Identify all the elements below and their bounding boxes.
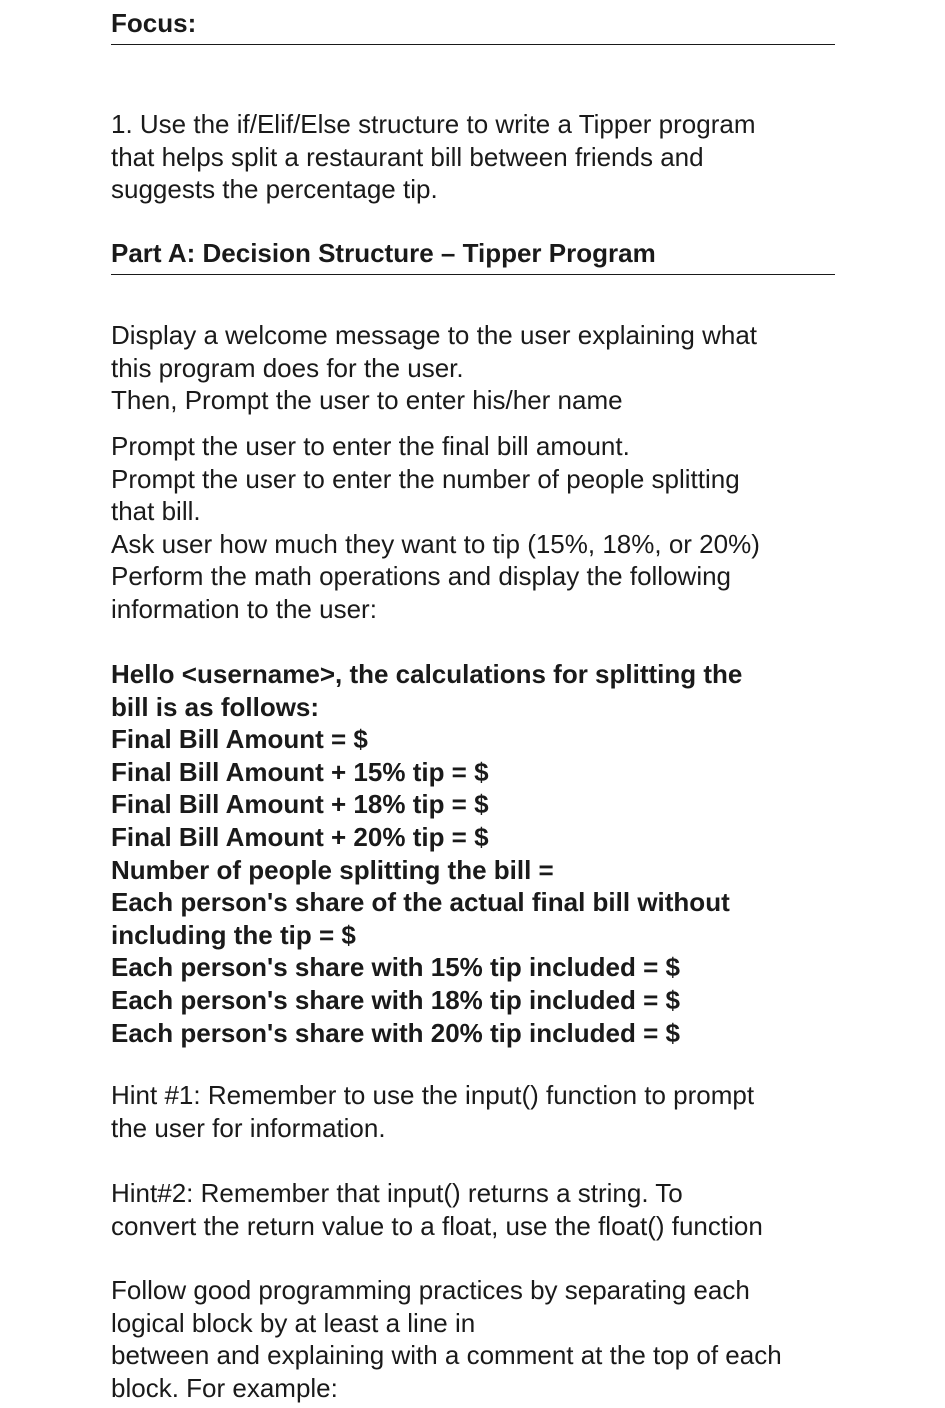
- hint-1: [111, 1079, 754, 1144]
- hint-line: Hint#2: Remember that input() returns a string. To: [111, 1178, 683, 1208]
- instruction-line: that bill.: [111, 496, 201, 527]
- output-line: Final Bill Amount = $: [111, 724, 368, 755]
- output-line: Final Bill Amount + 15% tip = $: [111, 756, 489, 787]
- instruction-line: Perform the math operations and display the following: [111, 561, 732, 592]
- instruction-line: Ask user how much they want to tip (15%, 18%, or 20%): [111, 528, 760, 559]
- instruction-line: Display a welcome message to the user explaining what: [111, 320, 758, 350]
- part-a-heading: Part A: Decision Structure – Tipper Program: [111, 238, 835, 275]
- instruction-line: Prompt the user to enter the number of people splitting: [111, 463, 740, 494]
- output-line: Each person's share with 15% tip included = $: [111, 952, 680, 983]
- note-line: between and explaining with a comment at the top of each: [111, 1340, 782, 1371]
- best-practices-note: [111, 1274, 782, 1404]
- note-line: logical block by at least a line in: [111, 1307, 476, 1338]
- output-line: Each person's share of the actual final bill without: [111, 887, 730, 918]
- instruction-line: Prompt the user to enter the final bill amount.: [111, 431, 630, 461]
- output-line: Number of people splitting the bill =: [111, 854, 554, 885]
- hint-line: the user for information.: [111, 1112, 386, 1143]
- hint-line: convert the return value to a float, use the float() function: [111, 1210, 763, 1241]
- instruction-line: Then, Prompt the user to enter his/her name: [111, 385, 623, 416]
- instruction-line: information to the user:: [111, 593, 377, 624]
- prompt-instructions: [111, 430, 760, 626]
- welcome-instructions: [111, 319, 757, 417]
- output-line: Final Bill Amount + 18% tip = $: [111, 789, 489, 820]
- output-line: bill is as follows:: [111, 691, 320, 722]
- note-line: block. For example:: [111, 1372, 338, 1403]
- part-a-section: [111, 238, 835, 275]
- output-line: Each person's share with 18% tip included = $: [111, 984, 680, 1015]
- intro-line: suggests the percentage tip.: [111, 174, 438, 205]
- focus-section: [111, 8, 835, 45]
- expected-output: [111, 658, 742, 1049]
- instruction-line: this program does for the user.: [111, 352, 464, 383]
- output-line: Hello <username>, the calculations for splitting the: [111, 659, 743, 689]
- note-line: Follow good programming practices by separating each: [111, 1275, 750, 1305]
- intro-line: 1. Use the if/Elif/Else structure to write a Tipper program: [111, 109, 756, 139]
- intro-instruction: [111, 108, 755, 206]
- output-line: including the tip = $: [111, 919, 356, 950]
- intro-line: that helps split a restaurant bill between friends and: [111, 141, 704, 172]
- hint-line: Hint #1: Remember to use the input() function to prompt: [111, 1080, 755, 1110]
- hint-2: [111, 1177, 763, 1242]
- focus-heading: Focus:: [111, 8, 835, 45]
- output-line: Final Bill Amount + 20% tip = $: [111, 821, 489, 852]
- output-line: Each person's share with 20% tip included = $: [111, 1017, 680, 1048]
